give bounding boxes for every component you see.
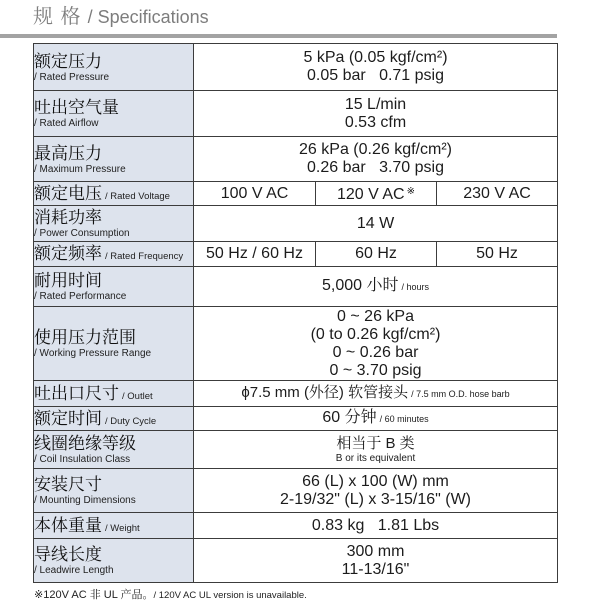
- label-cn: 额定电压: [34, 183, 102, 203]
- rated-performance-value: [194, 267, 558, 307]
- label-cn: 额定频率: [34, 244, 102, 263]
- rated-pressure-value: [194, 44, 558, 91]
- value-line: 15 L/min: [344, 95, 407, 113]
- frequency-cell-1: [194, 242, 316, 267]
- coil-insulation-class-label: [34, 431, 194, 469]
- leadwire-length-label: [34, 539, 194, 583]
- value-line: 300 mm: [346, 542, 405, 560]
- rated-performance-label: [34, 267, 194, 307]
- maximum-pressure-value: [194, 137, 558, 182]
- label-cn: 导线长度: [34, 545, 102, 564]
- table-row: [34, 381, 558, 407]
- header-divider: [0, 34, 557, 38]
- table-row: [34, 469, 558, 513]
- label-en: / Rated Performance: [34, 291, 127, 302]
- power-consumption-label: [34, 206, 194, 242]
- table-row: [34, 267, 558, 307]
- value-text: ϕ7.5 mm (外径) 软管接头: [241, 384, 409, 401]
- label-en: / Power Consumption: [34, 228, 130, 239]
- duty-cycle-value: [194, 407, 558, 431]
- table-row: [34, 513, 558, 539]
- footnote-cn: ※120V AC 非 UL 产品。: [34, 589, 154, 601]
- value-line: 相当于 B 类: [336, 434, 415, 452]
- label-en: / Mounting Dimensions: [34, 495, 136, 506]
- voltage-100-cell: [194, 182, 316, 206]
- weight-value: [194, 513, 558, 539]
- label-cn: 使用压力范围: [34, 328, 136, 347]
- value-line: 14 W: [356, 214, 395, 232]
- label-cn: 额定压力: [34, 51, 102, 71]
- footnote-mark: ※: [406, 186, 415, 197]
- value-line: 5 kPa (0.05 kgf/cm²): [303, 49, 448, 66]
- value-text: 60 分钟: [322, 409, 377, 426]
- table-row: [34, 182, 558, 206]
- value-text: 50 Hz / 60 Hz: [206, 245, 303, 262]
- page-title-cn: 规 格: [33, 6, 82, 28]
- working-pressure-range-value: [194, 307, 558, 381]
- label-en: / Leadwire Length: [34, 565, 114, 576]
- value-line: 0 ~ 26 kPa: [337, 307, 414, 325]
- voltage-230-cell: [437, 182, 558, 206]
- value-line: (0 to 0.26 kgf/cm²): [310, 325, 441, 343]
- label-en: / Duty Cycle: [105, 415, 157, 427]
- table-row: [34, 242, 558, 267]
- table-row: [34, 307, 558, 381]
- label-en: / Maximum Pressure: [34, 163, 126, 175]
- label-cn: 耐用时间: [34, 271, 102, 290]
- coil-insulation-class-value: [194, 431, 558, 469]
- value-text: 60 Hz: [355, 245, 397, 262]
- footnote: [34, 588, 307, 600]
- value-text: 50 Hz: [476, 245, 518, 262]
- frequency-cell-3: [437, 242, 558, 267]
- value-note: / hours: [401, 282, 430, 292]
- value-line: 0.26 bar 3.70 psig: [307, 159, 444, 176]
- page-title: [33, 4, 209, 30]
- rated-frequency-label: [34, 242, 194, 267]
- table-row: [34, 206, 558, 242]
- table-row: [34, 137, 558, 182]
- label-en: / Rated Pressure: [34, 71, 110, 83]
- value-line: 26 kPa (0.26 kgf/cm²): [299, 141, 452, 158]
- label-en: / Coil Insulation Class: [34, 454, 131, 465]
- label-en: / Rated Voltage: [105, 190, 170, 202]
- label-en: / Outlet: [122, 390, 153, 402]
- value-line: 0 ~ 3.70 psig: [329, 361, 422, 379]
- value-line: 2-19/32" (L) x 3-15/16" (W): [280, 490, 471, 508]
- page-title-en: / Specifications: [87, 7, 209, 27]
- label-en: / Rated Airflow: [34, 118, 99, 129]
- label-en: / Rated Frequency: [105, 251, 184, 262]
- value-text: 120 V AC: [337, 186, 405, 203]
- value-line: 0.83 kg 1.81 Lbs: [311, 516, 440, 534]
- label-en: / Working Pressure Range: [34, 348, 152, 359]
- mounting-dimensions-value: [194, 469, 558, 513]
- label-cn: 安装尺寸: [34, 475, 102, 494]
- outlet-value: [194, 381, 558, 407]
- rated-airflow-label: [34, 91, 194, 137]
- table-row: [34, 91, 558, 137]
- value-line: 11-13/16": [341, 560, 410, 578]
- value-text: 100 V AC: [220, 184, 289, 202]
- specifications-table: [33, 43, 558, 583]
- working-pressure-range-label: [34, 307, 194, 381]
- rated-pressure-label: [34, 44, 194, 91]
- footnote-en: / 120V AC UL version is unavailable.: [153, 590, 307, 601]
- value-note: B or its equivalent: [335, 452, 416, 464]
- value-line: 66 (L) x 100 (W) mm: [302, 472, 449, 490]
- label-en: / Weight: [105, 522, 140, 534]
- label-cn: 消耗功率: [34, 208, 102, 227]
- power-consumption-value: [194, 206, 558, 242]
- rated-voltage-label: [34, 182, 194, 206]
- value-line: 0.53 cfm: [344, 113, 407, 131]
- label-cn: 线圈绝缘等级: [34, 434, 136, 453]
- value-line: 0.05 bar 0.71 psig: [307, 67, 444, 84]
- label-cn: 最高压力: [34, 143, 102, 163]
- leadwire-length-value: [194, 539, 558, 583]
- label-cn: 吐出空气量: [34, 98, 119, 117]
- value-note: / 60 minutes: [379, 414, 429, 424]
- frequency-cell-2: [316, 242, 437, 267]
- maximum-pressure-label: [34, 137, 194, 182]
- label-cn: 本体重量: [34, 515, 102, 535]
- value-line: 0 ~ 0.26 bar: [332, 343, 419, 361]
- table-row: [34, 539, 558, 583]
- label-cn: 额定时间: [34, 408, 102, 428]
- outlet-label: [34, 381, 194, 407]
- mounting-dimensions-label: [34, 469, 194, 513]
- voltage-120-cell: [316, 182, 437, 206]
- weight-label: [34, 513, 194, 539]
- table-row: [34, 407, 558, 431]
- value-text: 230 V AC: [463, 184, 531, 202]
- rated-airflow-value: [194, 91, 558, 137]
- duty-cycle-label: [34, 407, 194, 431]
- value-note: / 7.5 mm O.D. hose barb: [411, 389, 510, 399]
- table-row: [34, 431, 558, 469]
- label-cn: 吐出口尺寸: [34, 383, 119, 403]
- value-text: 5,000 小时: [322, 277, 399, 294]
- table-row: [34, 44, 558, 91]
